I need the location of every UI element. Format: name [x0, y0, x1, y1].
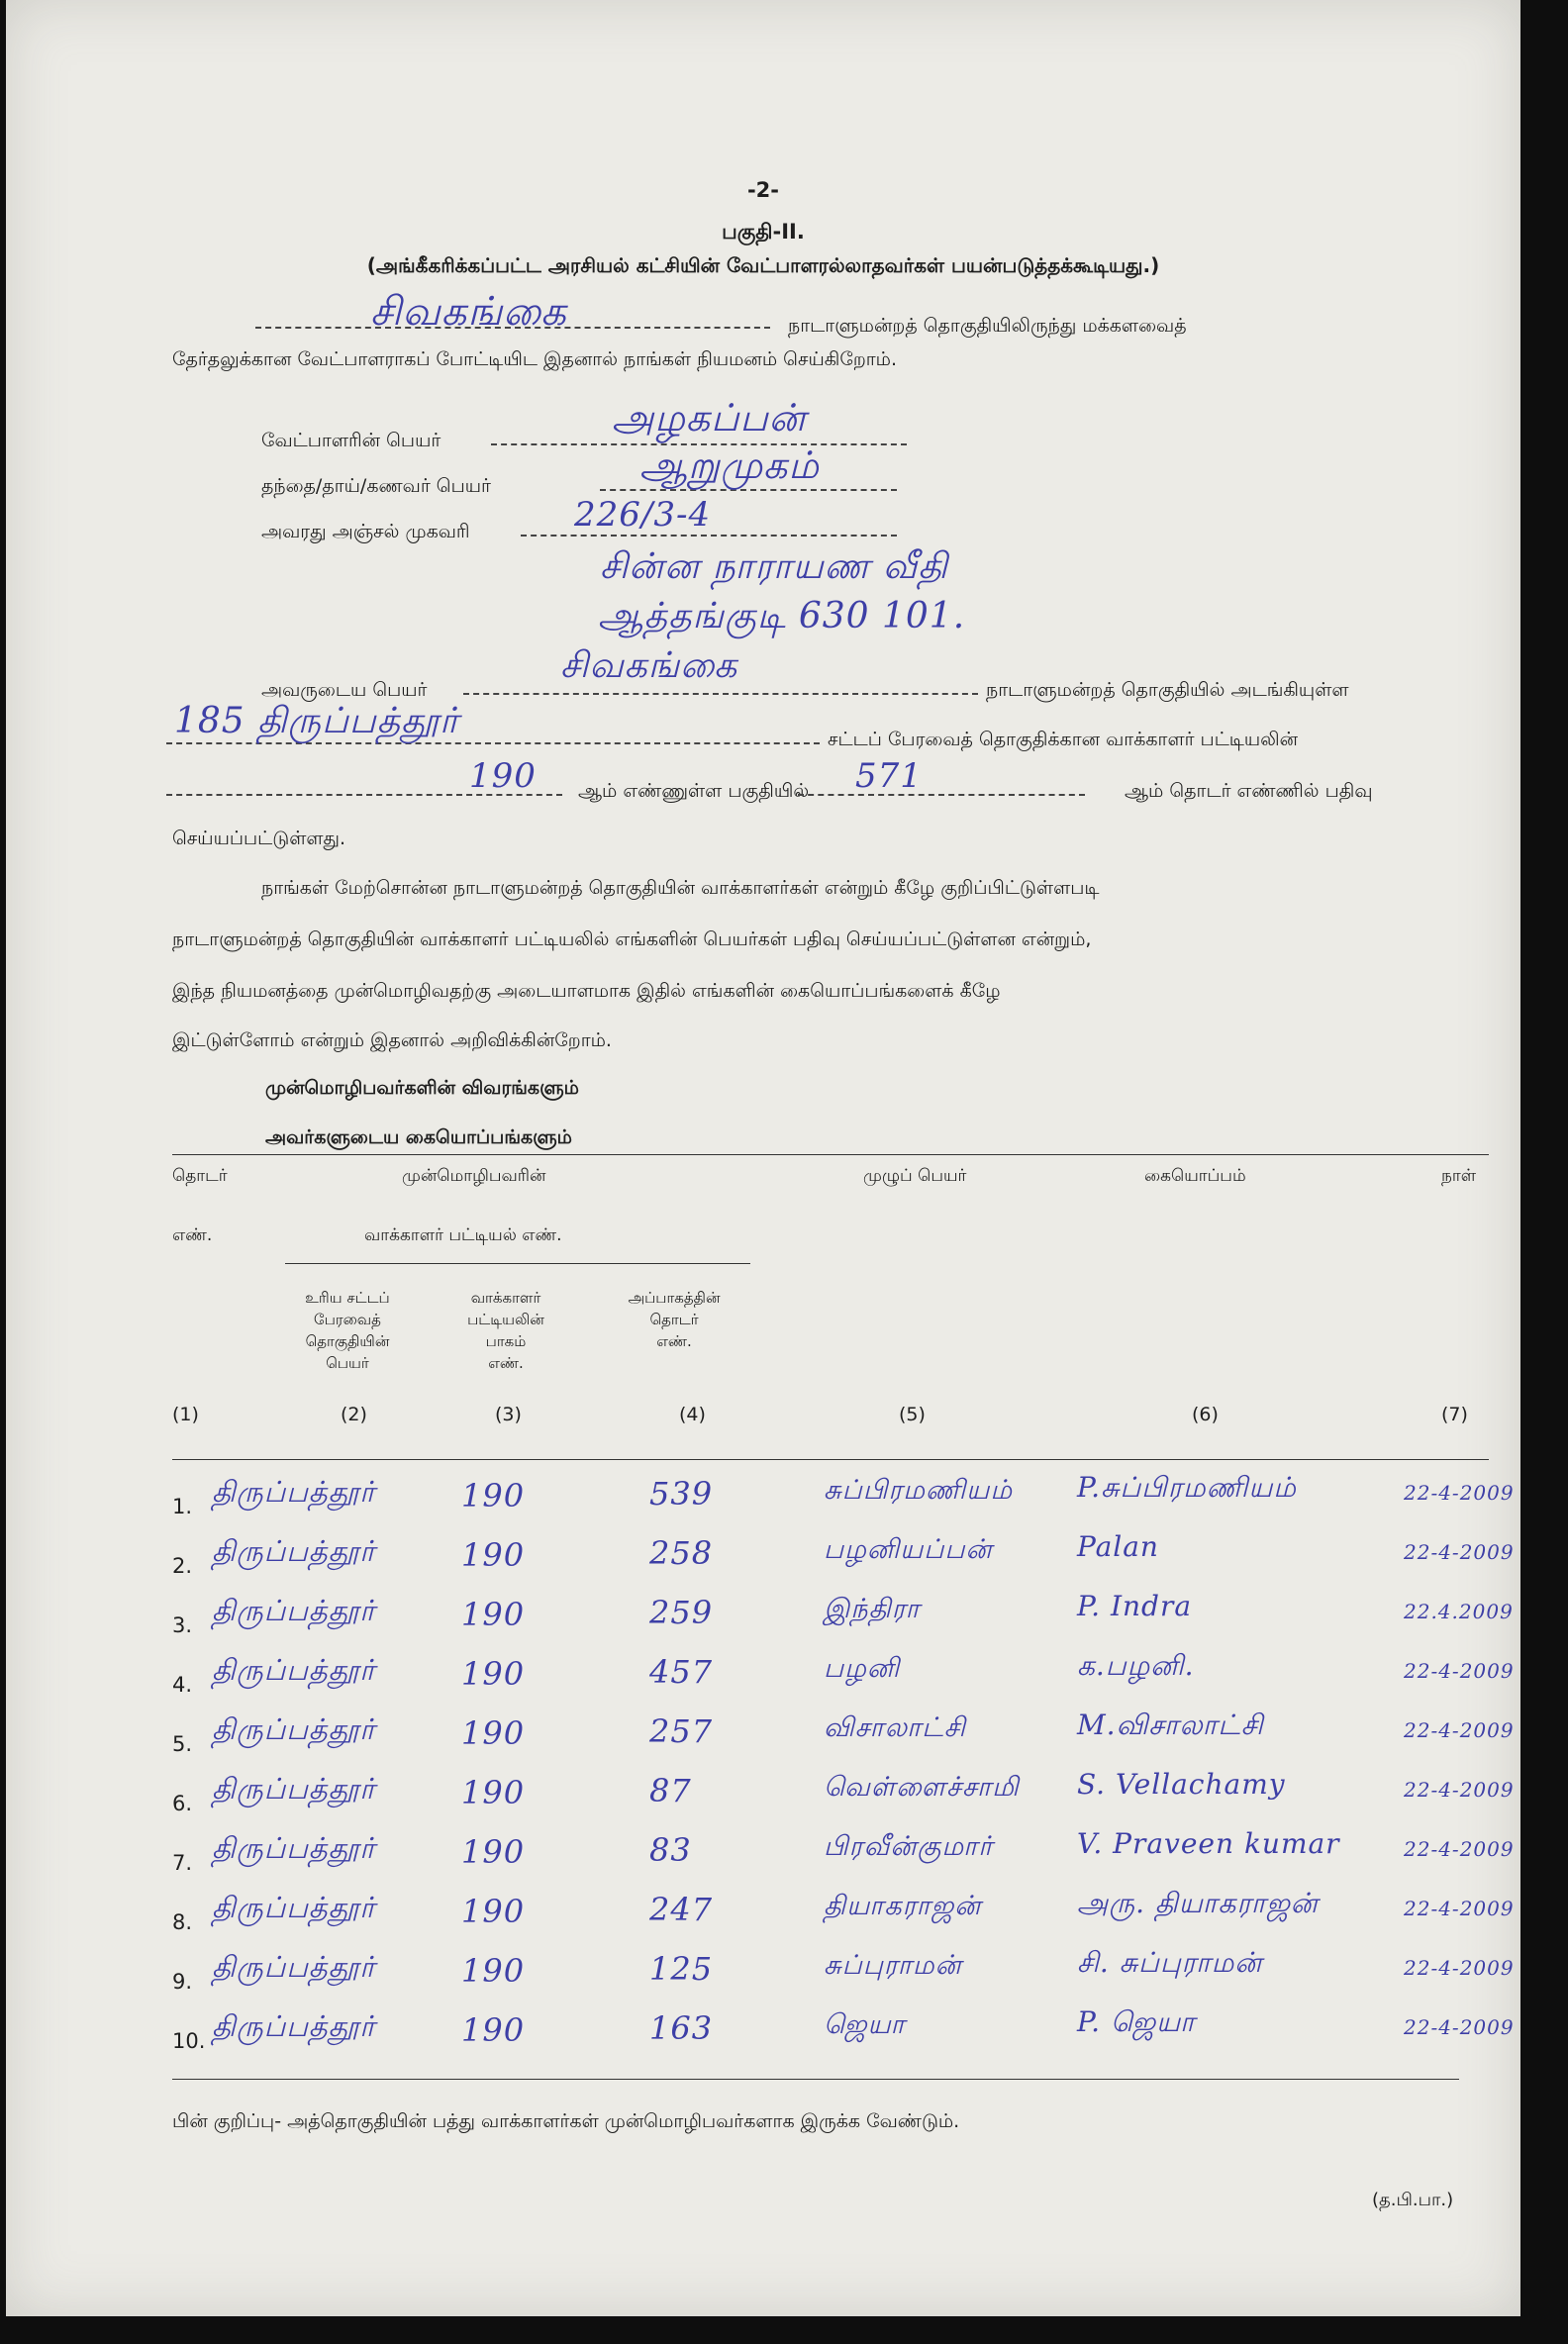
sub-part-3: பாகம்: [485, 1332, 527, 1350]
please-turn-over: (த.பி.பா.): [1372, 2190, 1454, 2210]
sub-assembly-3: தொகுதியின்: [305, 1332, 390, 1350]
row-signature: M.விசாலாட்சி: [1077, 1709, 1264, 1741]
col-proposer-header: முன்மொழிபவரின்: [402, 1166, 546, 1186]
row-assembly: திருப்பத்தூர்: [212, 1475, 376, 1509]
address-line-2: சின்ன நாராயண வீதி: [600, 546, 948, 587]
serial-line: [798, 794, 1085, 796]
row-number: 3.: [172, 1613, 193, 1637]
row-assembly: திருப்பத்தூர்: [212, 1891, 376, 1924]
table-header-rule: [172, 1459, 1489, 1460]
row-date: 22-4-2009: [1404, 1659, 1515, 1683]
sub-assembly-1: உரிய சட்டப்: [305, 1289, 390, 1307]
row-assembly: திருப்பத்தூர்: [212, 2009, 376, 2043]
address-line: [521, 535, 897, 537]
row-part: 190: [461, 1596, 526, 1633]
row-part: 190: [461, 1536, 526, 1574]
row-date: 22-4-2009: [1404, 1540, 1515, 1564]
sub-assembly-4: பெயர்: [326, 1354, 369, 1372]
part-text: ஆம் எண்ணுள்ள பகுதியில்: [578, 780, 810, 802]
intro-line-2: தேர்தலுக்கான வேட்பாளராகப் போட்டியிட இதனால் நாங்கள் நியமனம் செய்கிறோம்.: [172, 348, 898, 370]
document-page: [6, 0, 1520, 2316]
row-part: 190: [461, 1477, 526, 1514]
row-date: 22-4-2009: [1404, 1718, 1515, 1742]
row-date: 22-4-2009: [1404, 1778, 1515, 1802]
row-date: 22-4-2009: [1404, 1837, 1515, 1861]
his-name-label: அவருடைய பெயர்: [261, 679, 428, 701]
row-serial: 83: [649, 1831, 692, 1869]
row-fullname: பழனியப்பன்: [824, 1534, 993, 1565]
row-fullname: பழனி: [824, 1653, 901, 1684]
proposers-heading-1: முன்மொழிபவர்களின் விவரங்களும்: [265, 1077, 579, 1099]
row-fullname: பிரவீன்குமார்: [824, 1831, 994, 1862]
table-top-rule: [172, 1154, 1489, 1155]
row-date: 22-4-2009: [1404, 1481, 1515, 1505]
footnote: பின் குறிப்பு- அத்தொகுதியின் பத்து வாக்காளர்கள் முன்மொழிபவர்களாக இருக்க வேண்டும்.: [172, 2110, 960, 2132]
row-number: 9.: [172, 1970, 193, 1994]
intro-line-1: நாடாளுமன்றத் தொகுதியிலிருந்து மக்களவைத்: [788, 315, 1187, 337]
serial-text: ஆம் தொடர் எண்ணில் பதிவு: [1125, 780, 1373, 802]
row-date: 22-4-2009: [1404, 1897, 1515, 1920]
row-number: 7.: [172, 1851, 193, 1875]
parent-value: ஆறுமுகம்: [639, 443, 820, 487]
col-signature-header: கையொப்பம்: [1144, 1166, 1246, 1186]
candidate-name-value: அழகப்பன்: [612, 396, 807, 440]
declaration-line-3: இந்த நியமனத்தை முன்மொழிவதற்கு அடையாளமாக இதில் எங்களின் கையொப்பங்களைக் கீழே: [172, 980, 1001, 1002]
row-serial: 247: [649, 1891, 714, 1928]
parent-label: தந்தை/தாய்/கணவர் பெயர்: [261, 475, 491, 497]
row-fullname: சுப்புராமன்: [824, 1950, 962, 1981]
row-serial: 257: [649, 1712, 714, 1750]
his-constituency-value: சிவகங்கை: [560, 645, 738, 686]
col-num-4: (4): [679, 1404, 706, 1425]
roll-header-rule: [285, 1263, 750, 1264]
col-num-1: (1): [172, 1404, 199, 1425]
sub-serial-1: அப்பாகத்தின்: [628, 1289, 721, 1307]
row-number: 5.: [172, 1732, 193, 1756]
page-number: -2-: [746, 178, 780, 202]
table-bottom-rule: [172, 2079, 1459, 2080]
row-fullname: ஜெயா: [824, 2009, 906, 2040]
assembly-tail: சட்டப் பேரவைத் தொகுதிக்கான வாக்காளர் பட்டியலின்: [828, 729, 1298, 750]
row-serial: 163: [649, 2009, 714, 2047]
row-assembly: திருப்பத்தூர்: [212, 1594, 376, 1627]
row-signature: P. Indra: [1077, 1590, 1193, 1622]
row-signature: க.பழனி.: [1077, 1649, 1195, 1682]
declaration-line-4: இட்டுள்ளோம் என்றும் இதனால் அறிவிக்கின்றோம்.: [172, 1029, 612, 1051]
row-number: 8.: [172, 1910, 193, 1934]
row-part: 190: [461, 1655, 526, 1693]
row-assembly: திருப்பத்தூர்: [212, 1712, 376, 1746]
row-date: 22-4-2009: [1404, 1956, 1515, 1980]
his-tail: நாடாளுமன்றத் தொகுதியில் அடங்கியுள்ள: [986, 679, 1349, 701]
form-subtitle: (அங்கீகரிக்கப்பட்ட அரசியல் கட்சியின் வேட்பாளரல்லாதவர்கள் பயன்படுத்தக்கூடியது.): [366, 253, 1160, 277]
row-fullname: இந்திரா: [824, 1594, 921, 1624]
row-number: 2.: [172, 1554, 193, 1578]
col-serial-header-2: எண்.: [172, 1225, 213, 1245]
sub-header-assembly: [273, 1287, 422, 1374]
sub-part-4: எண்.: [488, 1354, 524, 1372]
row-signature: P.சுப்பிரமணியம்: [1077, 1471, 1297, 1504]
declaration-line-2: நாடாளுமன்றத் தொகுதியின் வாக்காளர் பட்டியலில் எங்களின் பெயர்கள் பதிவு செய்யப்பட்டுள்ளன என்றும்,: [172, 928, 1092, 950]
row-fullname: வெள்ளைச்சாமி: [824, 1772, 1020, 1803]
row-serial: 87: [649, 1772, 692, 1809]
sub-serial-3: எண்.: [656, 1332, 692, 1350]
row-serial: 259: [649, 1594, 714, 1631]
part-value: 190: [469, 756, 537, 796]
row-assembly: திருப்பத்தூர்: [212, 1831, 376, 1865]
sub-part-1: வாக்காளர்: [470, 1289, 541, 1307]
address-label: அவரது அஞ்சல் முகவரி: [261, 521, 470, 542]
declaration-line-1: நாங்கள் மேற்சொன்ன நாடாளுமன்றத் தொகுதியின் வாக்காளர்கள் என்றும் கீழே குறிப்பிட்டுள்ளபடி: [261, 877, 1100, 899]
sub-header-part: [441, 1287, 570, 1374]
row-part: 190: [461, 1714, 526, 1752]
col-num-3: (3): [495, 1404, 522, 1425]
row-number: 10.: [172, 2029, 206, 2053]
candidate-name-label: வேட்பாளரின் பெயர்: [261, 430, 441, 451]
row-signature: P. ஜெயா: [1077, 2005, 1196, 2038]
registered-text: செய்யப்பட்டுள்ளது.: [172, 828, 346, 849]
col-num-5: (5): [899, 1404, 926, 1425]
row-signature: V. Praveen kumar: [1077, 1827, 1340, 1860]
row-part: 190: [461, 1893, 526, 1930]
row-signature: S. Vellachamy: [1077, 1768, 1286, 1801]
col-num-2: (2): [341, 1404, 367, 1425]
row-part: 190: [461, 2011, 526, 2049]
his-name-line: [463, 693, 978, 695]
sub-serial-2: தொடர்: [649, 1311, 699, 1328]
assembly-value: 185 திருப்பத்தூர்: [174, 701, 459, 741]
col-date-header: நாள்: [1441, 1166, 1477, 1186]
row-assembly: திருப்பத்தூர்: [212, 1772, 376, 1806]
sub-part-2: பட்டியலின்: [467, 1311, 544, 1328]
col-num-6: (6): [1192, 1404, 1219, 1425]
row-part: 190: [461, 1833, 526, 1871]
row-serial: 539: [649, 1475, 714, 1513]
row-date: 22.4.2009: [1404, 1600, 1514, 1623]
address-line-3: ஆத்தங்குடி 630 101.: [598, 596, 966, 636]
part-title: பகுதி-II.: [722, 220, 805, 244]
row-serial: 258: [649, 1534, 714, 1572]
address-line-1: 226/3-4: [574, 495, 712, 535]
row-part: 190: [461, 1774, 526, 1811]
constituency-handwritten: சிவகங்கை: [370, 289, 567, 335]
row-number: 4.: [172, 1673, 193, 1697]
col-serial-header: தொடர்: [172, 1166, 228, 1186]
row-date: 22-4-2009: [1404, 2015, 1515, 2039]
row-assembly: திருப்பத்தூர்: [212, 1950, 376, 1984]
col-fullname-header: முழுப் பெயர்: [863, 1166, 967, 1186]
row-fullname: தியாகராஜன்: [824, 1891, 982, 1921]
sub-assembly-2: பேரவைத்: [314, 1311, 381, 1328]
row-assembly: திருப்பத்தூர்: [212, 1534, 376, 1568]
row-signature: சி. சுப்புராமன்: [1077, 1946, 1263, 1979]
row-serial: 457: [649, 1653, 714, 1691]
row-number: 1.: [172, 1495, 193, 1518]
row-number: 6.: [172, 1792, 193, 1815]
col-num-7: (7): [1441, 1404, 1468, 1425]
proposers-heading-2: அவர்களுடைய கையொப்பங்களும்: [265, 1126, 572, 1148]
row-assembly: திருப்பத்தூர்: [212, 1653, 376, 1687]
serial-value: 571: [855, 756, 923, 796]
sub-header-serial: [600, 1287, 748, 1352]
col-roll-header: வாக்காளர் பட்டியல் எண்.: [364, 1225, 562, 1245]
row-part: 190: [461, 1952, 526, 1990]
row-signature: Palan: [1077, 1530, 1159, 1563]
row-fullname: விசாலாட்சி: [824, 1712, 966, 1743]
row-signature: அரு. தியாகராஜன்: [1077, 1887, 1319, 1919]
row-fullname: சுப்பிரமணியம்: [824, 1475, 1014, 1506]
row-serial: 125: [649, 1950, 714, 1988]
